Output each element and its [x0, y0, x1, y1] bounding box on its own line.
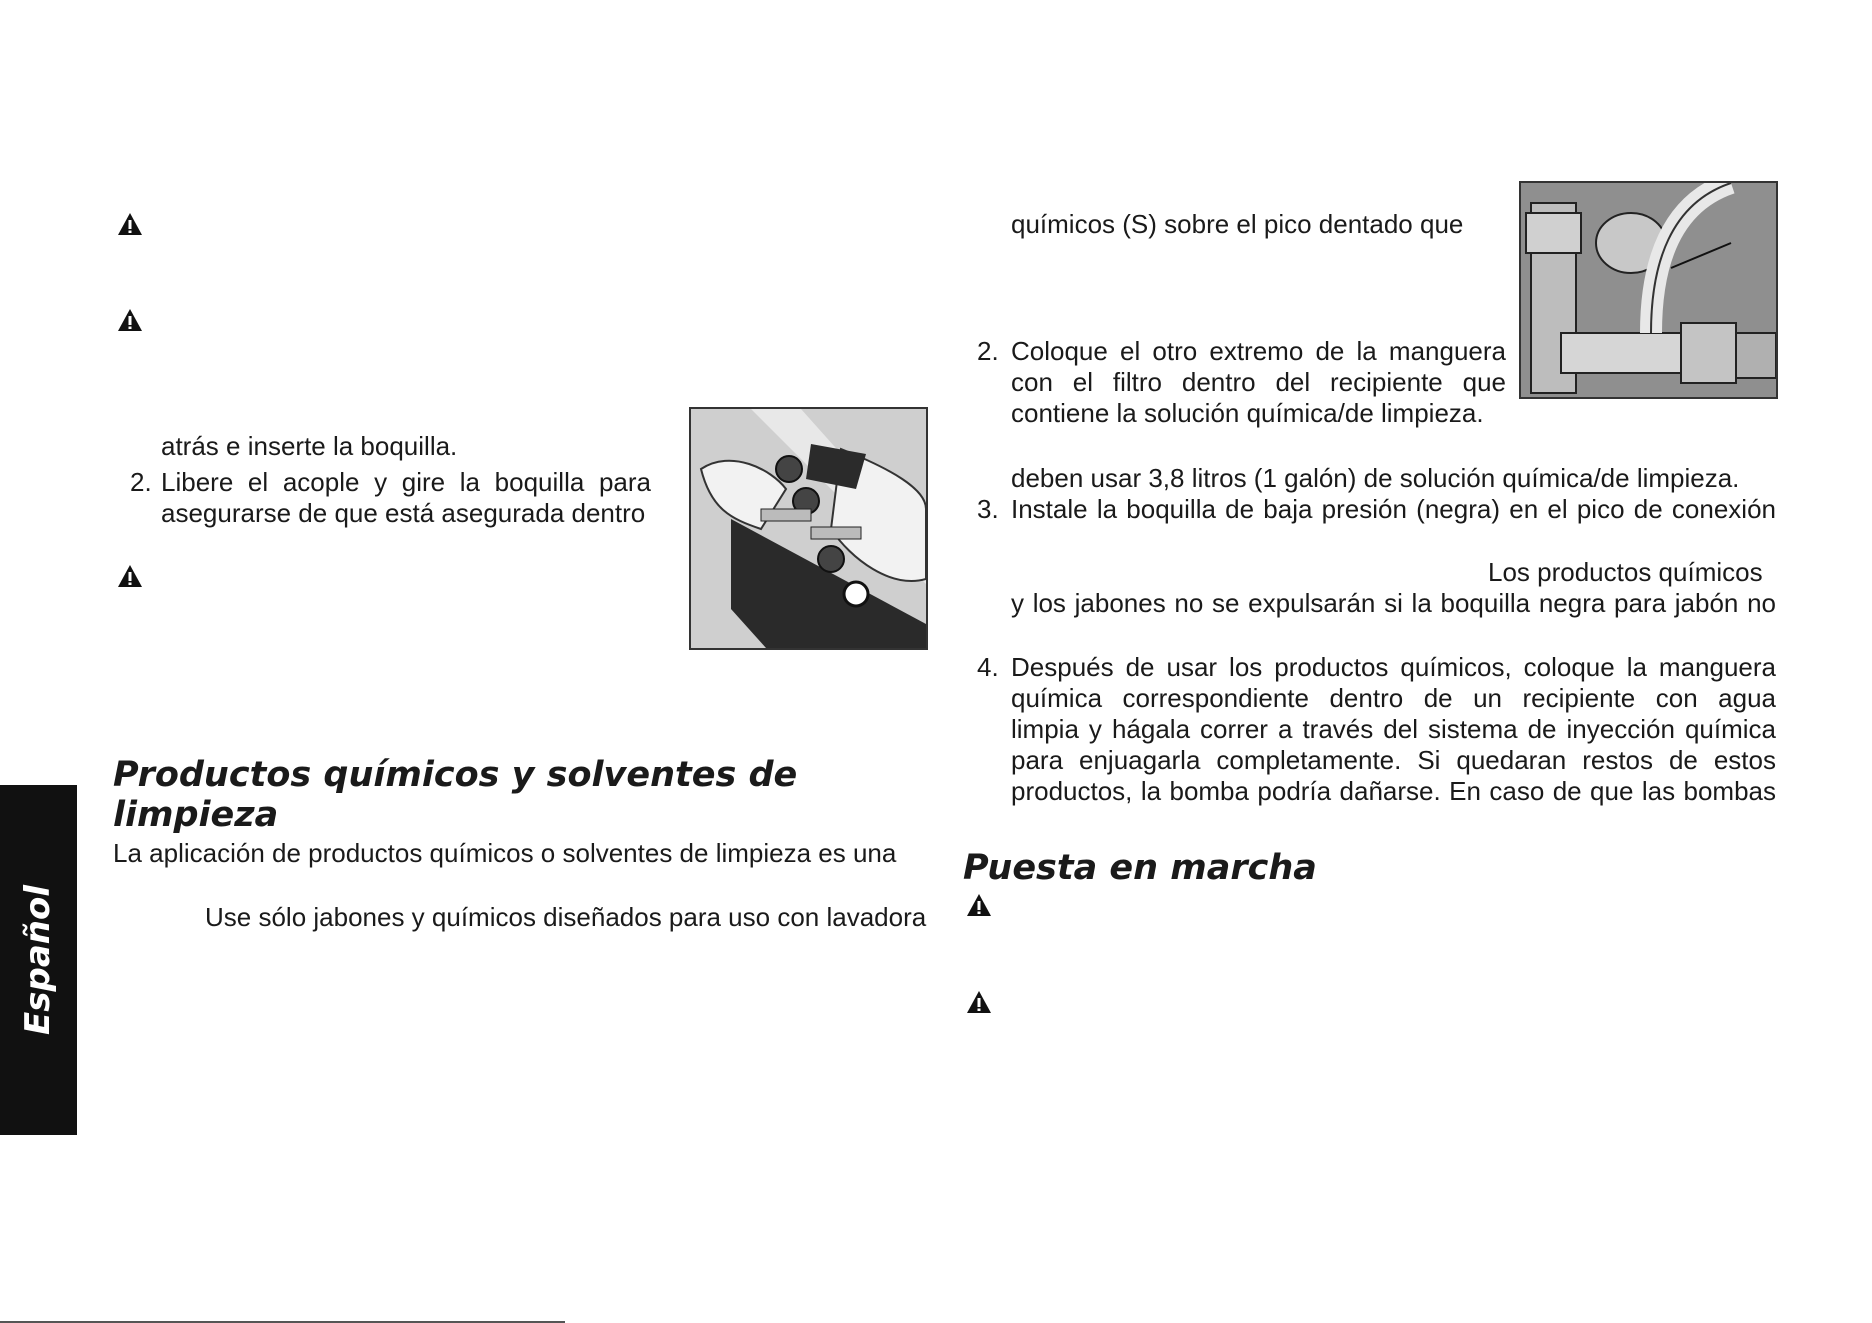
list-item-text: Instale la boquilla de baja presión (negra) en el pico de conexión: [1011, 494, 1776, 524]
body-text: Los productos químicos: [1488, 557, 1763, 587]
list-item-text: Libere el acople y gire la boquilla para: [161, 467, 651, 497]
body-text: deben usar 3,8 litros (1 galón) de solución química/de limpieza.: [1011, 463, 1740, 493]
section-heading: Puesta en marcha: [963, 848, 1317, 888]
body-text: químicos (S) sobre el pico dentado que: [1011, 209, 1464, 239]
section-heading: Productos químicos y solventes de: [113, 755, 798, 795]
warning-triangle-icon: [966, 990, 992, 1014]
list-number: 2.: [977, 336, 999, 366]
warning-triangle-icon: [117, 308, 143, 332]
list-item-text: química correspondiente dentro de un recipiente con agua: [1011, 683, 1776, 713]
body-text: La aplicación de productos químicos o solventes de limpieza es una: [113, 838, 897, 868]
list-item-text: contiene la solución química/de limpieza.: [1011, 398, 1484, 428]
body-text: y los jabones no se expulsarán si la boquilla negra para jabón no: [1011, 588, 1776, 618]
list-item-text: Después de usar los productos químicos, coloque la manguera: [1011, 652, 1776, 682]
warning-triangle-icon: [117, 564, 143, 588]
hose-fitting-illustration: [1519, 181, 1778, 399]
nozzle-illustration: [689, 407, 928, 650]
list-item-text: para enjuagarla completamente. Si quedaran restos de estos: [1011, 745, 1776, 775]
list-item-text: productos, la bomba podría dañarse. En caso de que las bombas: [1011, 776, 1776, 806]
warning-triangle-icon: [966, 893, 992, 917]
list-number: 3.: [977, 494, 999, 524]
list-item-text: con el filtro dentro del recipiente que: [1011, 367, 1506, 397]
section-heading: limpieza: [113, 795, 279, 835]
list-number: 2.: [130, 467, 152, 497]
list-item-text: limpia y hágala correr a través del sistema de inyección química: [1011, 714, 1776, 744]
body-text: Use sólo jabones y químicos diseñados para uso con lavadora: [205, 902, 927, 932]
list-number: 4.: [977, 652, 999, 682]
list-item-text: Coloque el otro extremo de la manguera: [1011, 336, 1506, 366]
list-item-text: asegurarse de que está asegurada dentro: [161, 498, 646, 528]
body-text: atrás e inserte la boquilla.: [161, 431, 458, 461]
language-tab-label: Español: [18, 885, 58, 1035]
warning-triangle-icon: [117, 212, 143, 236]
